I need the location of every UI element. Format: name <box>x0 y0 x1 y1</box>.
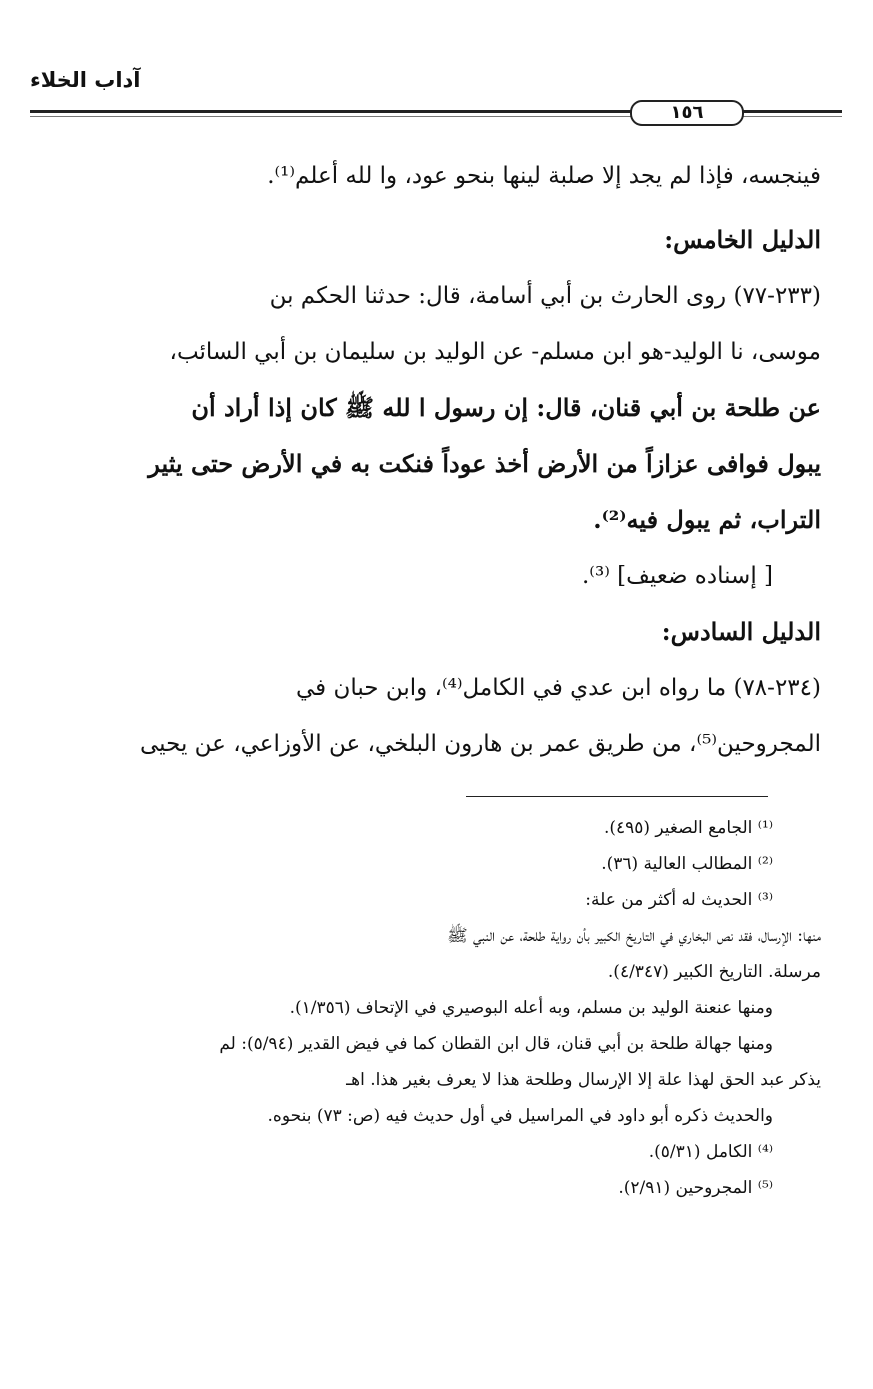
section-heading: الدليل الخامس: <box>664 225 821 254</box>
running-title: آداب الخلاء <box>30 68 141 92</box>
footnote: ⁽²⁾ المطالب العالية (٣٦). <box>601 854 773 874</box>
footnote-line: منها: الإرسال، فقد نص البخاري في التاريخ الكبير بأن رواية طلحة، عن النبي ﷺ <box>447 926 821 946</box>
footnotes <box>41 810 821 1206</box>
body-line: (٢٣٤-٧٨) ما رواه ابن عدي في الكامل⁽⁴⁾، وابن حبان في <box>295 675 821 701</box>
section-heading: الدليل السادس: <box>661 617 821 646</box>
footnote-line: يذكر عبد الحق لهذا علة إلا الإرسال وطلحة هذا لا يعرف بغير هذا. اهـ <box>346 1070 821 1090</box>
body-line: المجروحين⁽⁵⁾، من طريق عمر بن هارون البلخي، عن الأوزاعي، عن يحيى <box>140 731 821 757</box>
footnote: ⁽⁴⁾ الكامل (٥/٣١). <box>648 1142 773 1162</box>
hadith-text-line: يبول فوافى عزازاً من الأرض أخذ عوداً فنكت به في الأرض حتى يثير <box>148 449 821 478</box>
footnote-separator <box>466 796 768 797</box>
main-text <box>49 148 821 772</box>
body-line: موسى، نا الوليد-هو ابن مسلم- عن الوليد بن سليمان بن أبي السائب، <box>169 339 821 365</box>
hadith-text-line: عن طلحة بن أبي قنان، قال: إن رسول ا لله ﷺ كان إذا أراد أن <box>191 393 821 422</box>
page-number: ١٥٦ <box>630 100 744 126</box>
grading-line: [ إسناده ضعيف] ⁽³⁾. <box>581 563 773 589</box>
body-line: فينجسه، فإذا لم يجد إلا صلبة لينها بنحو عود، وا لله أعلم⁽¹⁾. <box>267 163 821 189</box>
footnote-line: مرسلة. التاريخ الكبير (٤/٣٤٧). <box>607 962 821 982</box>
footnote: ⁽⁵⁾ المجروحين (٢/٩١). <box>618 1178 773 1198</box>
footnote-line: والحديث ذكره أبو داود في المراسيل في أول حديث فيه (ص: ٧٣) بنحوه. <box>267 1106 773 1126</box>
hadith-text-line: التراب، ثم يبول فيه⁽²⁾. <box>593 505 821 534</box>
footnote-line: ومنها جهالة طلحة بن أبي قنان، قال ابن القطان كما في فيض القدير (٥/٩٤): لم <box>219 1034 773 1054</box>
footnote: ⁽¹⁾ الجامع الصغير (٤٩٥). <box>603 818 773 838</box>
footnote-line: ومنها عنعنة الوليد بن مسلم، وبه أعله البوصيري في الإتحاف (١/٣٥٦). <box>289 998 773 1018</box>
footnote: ⁽³⁾ الحديث له أكثر من علة: <box>585 890 773 910</box>
header-rule <box>30 100 842 124</box>
body-line: (٢٣٣-٧٧) روى الحارث بن أبي أسامة، قال: حدثنا الحكم بن <box>269 283 821 309</box>
